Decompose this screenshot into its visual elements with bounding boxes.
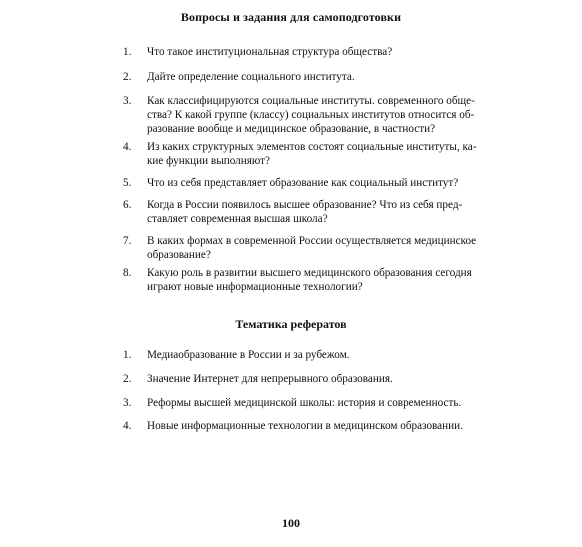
item-text (147, 266, 472, 294)
section-heading: Вопросы и задания для самоподготовки (180, 10, 402, 24)
item-line: ства? К какой группе (классу) социальных институтов относится об- (147, 109, 475, 121)
item-number: 3. (123, 95, 132, 107)
item-number: 8. (123, 267, 132, 279)
item-line: Как классифицируются социальные институты. современного обще- (147, 95, 475, 107)
item-text (147, 94, 475, 136)
item-text (147, 198, 472, 226)
item-number: 2. (123, 373, 132, 385)
page-number: 100 (282, 516, 300, 530)
item-line: разование вообще и медицинское образование, в частности? (147, 123, 436, 135)
item-text (147, 419, 472, 433)
item-number: 5. (123, 177, 132, 189)
item-line: кие функции выполняют? (147, 155, 270, 167)
item-number: 6. (123, 199, 132, 211)
item-text (147, 234, 477, 262)
item-number: 1. (123, 46, 132, 58)
item-line: Новые информационные технологии в медицинском образовании. (147, 420, 463, 432)
item-line: образование? (147, 249, 211, 261)
item-line: Из каких структурных элементов состоят социальные институты, ка- (147, 141, 477, 153)
item-line: ставляет современная высшая школа? (147, 213, 328, 225)
item-text (147, 396, 472, 410)
item-text (147, 45, 472, 59)
item-text (147, 348, 472, 362)
item-text (147, 372, 472, 386)
item-line: Что такое институциональная структура общества? (147, 46, 393, 58)
item-number: 4. (123, 420, 132, 432)
item-text (147, 176, 472, 190)
item-line: Какую роль в развитии высшего медицинского образования сегодня (147, 267, 472, 279)
item-number: 3. (123, 397, 132, 409)
topics-heading: Тематика рефератов (235, 317, 347, 331)
item-number: 1. (123, 349, 132, 361)
item-number: 4. (123, 141, 132, 153)
item-line: Реформы высшей медицинской школы: история и современность. (147, 397, 462, 409)
item-line: играют новые информационные технологии? (147, 281, 363, 293)
item-line: Что из себя представляет образование как социальный институт? (147, 177, 459, 189)
item-text (147, 140, 477, 168)
item-number: 7. (123, 235, 132, 247)
item-number: 2. (123, 71, 132, 83)
item-line: В каких формах в современной России осуществляется медицинское (147, 235, 477, 247)
item-line: Дайте определение социального института. (147, 71, 355, 83)
item-line: Когда в России появилось высшее образование? Что из себя пред- (147, 199, 463, 211)
item-text (147, 70, 472, 84)
item-line: Медиаобразование в России и за рубежом. (147, 349, 350, 361)
item-line: Значение Интернет для непрерывного образования. (147, 373, 393, 385)
